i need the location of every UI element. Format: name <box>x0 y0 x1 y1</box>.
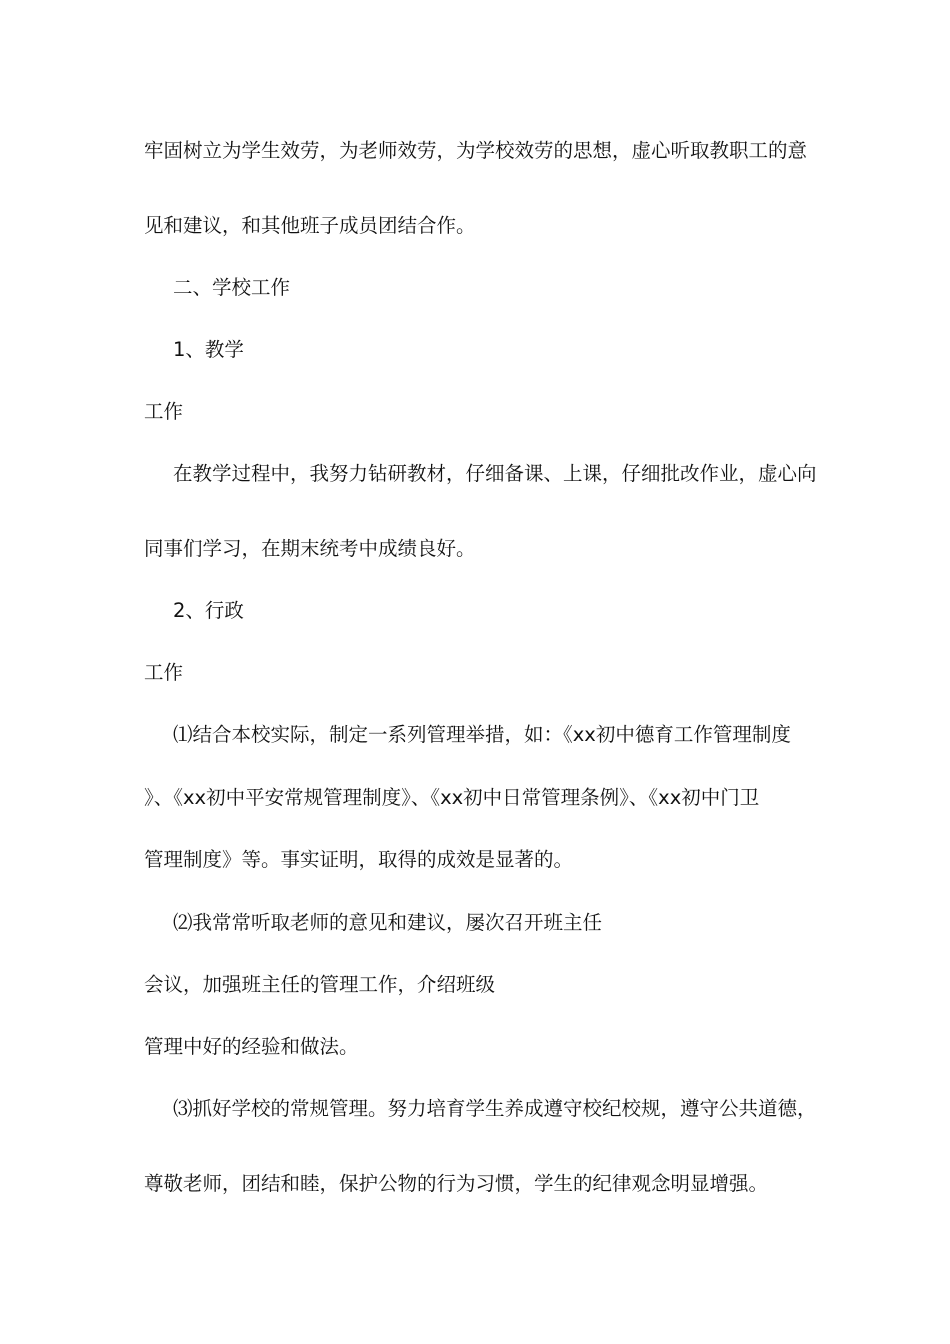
paragraph-line: 见和建议，和其他班子成员团结合作。 <box>144 214 476 237</box>
list-item-line: 会议，加强班主任的管理工作，介绍班级 <box>144 973 496 996</box>
list-item-line: ⑴结合本校实际，制定一系列管理举措，如：《xx初中德育工作管理制度 <box>173 723 791 746</box>
paragraph-line: 牢固树立为学生效劳，为老师效劳，为学校效劳的思想，虚心听取教职工的意 <box>144 139 808 162</box>
list-item-line: 管理制度》等。事实证明，取得的成效是显著的。 <box>144 848 574 871</box>
subsection-heading: 1、教学 <box>173 338 244 361</box>
list-item-line: 》、《xx初中平安常规管理制度》、《xx初中日常管理条例》、《xx初中门卫 <box>144 786 760 809</box>
subsection-heading-continued: 工作 <box>144 400 184 423</box>
list-item-line: 尊敬老师，团结和睦，保护公物的行为习惯，学生的纪律观念明显增强。 <box>144 1172 769 1195</box>
list-item-line: ⑶抓好学校的常规管理。努力培育学生养成遵守校纪校规，遵守公共道德， <box>173 1097 817 1120</box>
subsection-heading-continued: 工作 <box>144 661 184 684</box>
subsection-heading: 2、行政 <box>173 599 244 622</box>
paragraph-line: 同事们学习，在期末统考中成绩良好。 <box>144 537 476 560</box>
list-item-line: ⑵我常常听取老师的意见和建议，屡次召开班主任 <box>173 911 603 934</box>
list-item-line: 管理中好的经验和做法。 <box>144 1035 359 1058</box>
section-heading: 二、学校工作 <box>173 276 291 299</box>
paragraph-line: 在教学过程中，我努力钻研教材，仔细备课、上课，仔细批改作业，虚心向 <box>173 462 817 485</box>
